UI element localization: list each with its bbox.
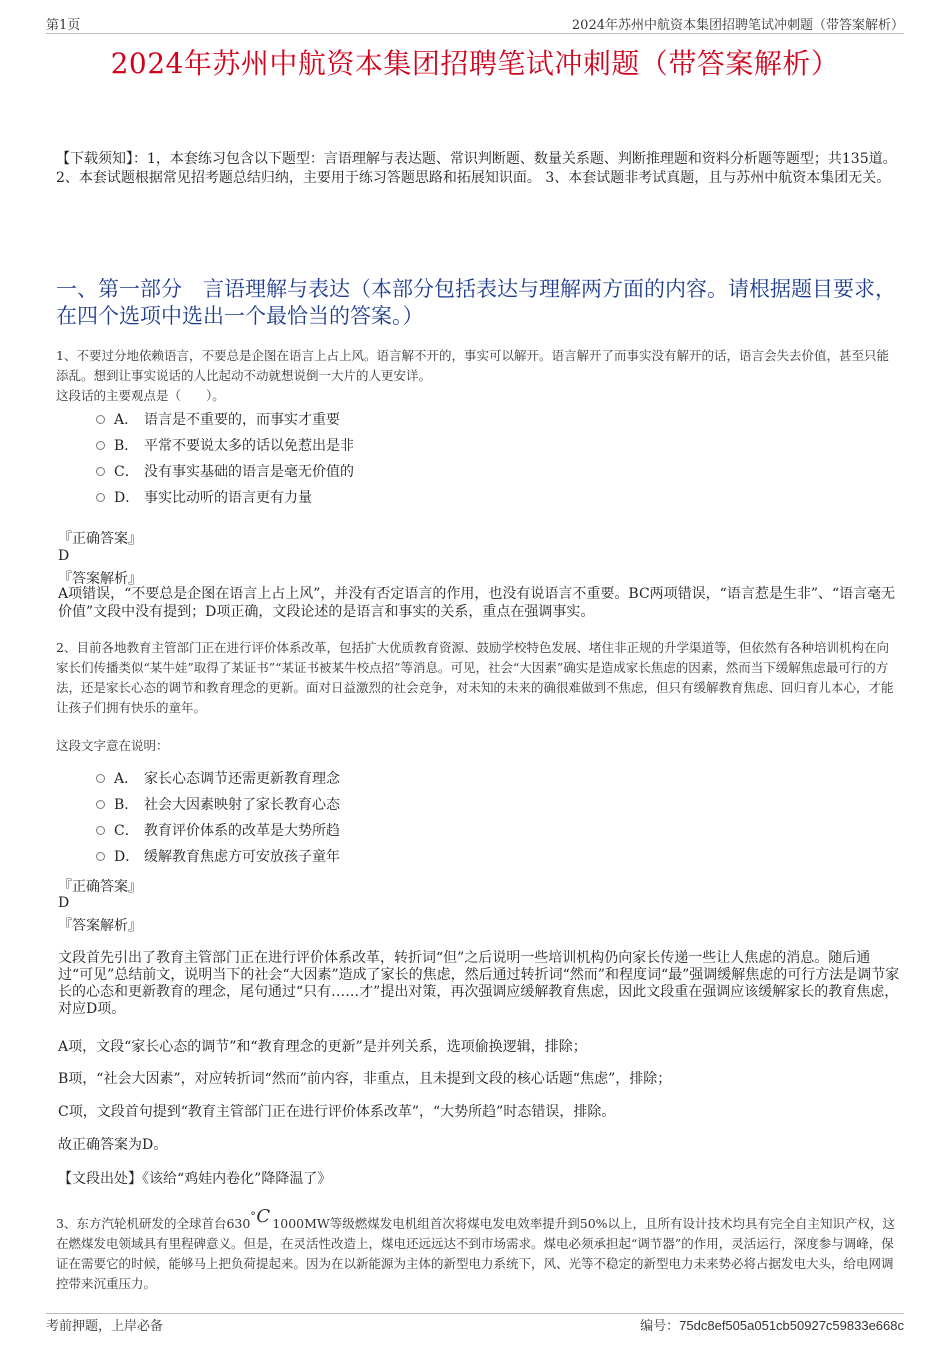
radio-icon[interactable] — [96, 441, 105, 450]
q2-analysis-b: B项，“社会大因素”，对应转折词“然而”前内容，非重点，且未提到文段的核心话题“焦虑”，排除； — [58, 1071, 672, 1087]
header-divider — [46, 33, 904, 34]
q2-analysis-a: A项，文段“家长心态的调节”和“教育理念的更新”是并列关系，选项偷换逻辑，排除； — [58, 1039, 587, 1055]
q1-options — [96, 406, 354, 510]
q1-answer-label: 『正确答案』 — [58, 531, 142, 547]
q3-stem: 3、东方汽轮机研发的全球首台630 ° C 1000MW等级燃煤发电机组首次将煤电发电效率提升到50%以上，且所有设计技术均具有完全自主知识产权，这在燃煤发电领域具有里程碑意义。但是，在灵活性改造上，煤电还远远达不到市场需求。煤电必须承担起“调节器”的作用，灵活运行，深度参与调峰，保证在需要它的时候，能够马上把负荷提起来。因为在以新能源为主体的新型电力系统下，风、光等不稳定的新型电力未来势必将占据发电大头，给电网调控带来沉重压力。 — [56, 1206, 896, 1291]
footer-slogan: 考前押题，上岸必备 — [46, 1319, 164, 1334]
radio-icon[interactable] — [96, 493, 105, 502]
q2-option-a[interactable]: A． 家长心态调节还需更新教育理念 — [96, 765, 340, 791]
footer-divider — [46, 1313, 904, 1314]
celsius-unit: ° C — [250, 1206, 271, 1227]
q2-conclusion: 故正确答案为D。 — [58, 1137, 168, 1153]
q2-answer: D — [58, 895, 70, 911]
header-doc-title: 2024年苏州中航资本集团招聘笔试冲刺题（带答案解析） — [571, 18, 904, 33]
radio-icon[interactable] — [96, 852, 105, 861]
q1-option-c[interactable]: C． 没有事实基础的语言是毫无价值的 — [96, 458, 354, 484]
radio-icon[interactable] — [96, 415, 105, 424]
footer-code: 编号：75dc8ef505a051cb50927c59833e668c — [640, 1318, 904, 1334]
q2-analysis: 文段首先引出了教育主管部门正在进行评价体系改革，转折词“但”之后说明一些培训机构仍向家长传递一些让人焦虑的消息。随后通过“可见”总结前文，说明当下的社会“大因素”造成了家长的焦虑，然后通过转折词“然而”和程度词“最”强调缓解焦虑的可行方法是调节家长的心态和更新教育的理念，尾句通过“只有……才”提出对策，再次强调应缓解教育焦虑，因此文段重在强调应该缓解家长的教育焦虑，对应D项。 — [58, 950, 900, 1017]
q1-option-b[interactable]: B． 平常不要说太多的话以免惹出是非 — [96, 432, 354, 458]
radio-icon[interactable] — [96, 826, 105, 835]
q2-option-c[interactable]: C． 教育评价体系的改革是大势所趋 — [96, 817, 340, 843]
q1-analysis: A项错误，“不要总是企图在语言上占上风”，并没有否定语言的作用，也没有说语言不重要。BC两项错误，“语言惹是生非”、“语言毫无价值”文段中没有提到；D项正确，文段论述的是语言和事实的关系，重点在强调事实。 — [58, 586, 896, 620]
q1-analysis-label: 『答案解析』 — [58, 571, 142, 587]
download-notice: 【下载须知】：1，本套练习包含以下题型：言语理解与表达题、常识判断题、数量关系题、判断推理题和资料分析题等题型；共135道。 2、本套试题根据常见招考题总结归纳，主要用于练习答题思路和拓展知识面。 3、本套试题非考试真题，且与苏州中航资本集团无关。 — [56, 151, 897, 186]
q2-prompt: 这段文字意在说明： — [56, 738, 169, 753]
page-title: 2024年苏州中航资本集团招聘笔试冲刺题（带答案解析） — [110, 47, 840, 80]
q1-stem: 1、不要过分地依赖语言，不要总是企图在语言上占上风。语言解不开的，事实可以解开。语言解开了而事实没有解开的话，语言会失去价值，甚至只能添乱。想到让事实说话的人比起动不动就想说倒一大片的人更安详。 — [56, 348, 889, 383]
q1-option-a[interactable]: A． 语言是不重要的，而事实才重要 — [96, 406, 354, 432]
radio-icon[interactable] — [96, 467, 105, 476]
q2-answer-label: 『正确答案』 — [58, 879, 142, 895]
q2-option-b[interactable]: B． 社会大因素映射了家长教育心态 — [96, 791, 340, 817]
q2-options — [96, 765, 340, 869]
q1-answer: D — [58, 548, 70, 564]
q2-stem: 2、目前各地教育主管部门正在进行评价体系改革，包括扩大优质教育资源、鼓励学校特色发展、堵住非正规的升学渠道等，但依然有各种培训机构在向家长们传播类似“某牛娃”取得了某证书”“某证书被某牛校点招”等消息。可见，社会“大因素”确实是造成家长焦虑的因素，然而当下缓解焦虑最可行的方法，还是家长心态的调节和教育理念的更新。面对日益激烈的社会竞争，对未知的未来的确很难做到不焦虑，但只有缓解教育焦虑、回归育儿本心，才能让孩子们拥有快乐的童年。 — [56, 640, 894, 715]
q1-prompt: 这段话的主要观点是（ ）。 — [56, 388, 225, 403]
q2-analysis-label: 『答案解析』 — [58, 918, 142, 934]
q2-option-d[interactable]: D． 缓解教育焦虑方可安放孩子童年 — [96, 843, 340, 869]
q2-analysis-c: C项，文段首句提到“教育主管部门正在进行评价体系改革”，“大势所趋”时态错误，排除。 — [58, 1104, 616, 1120]
radio-icon[interactable] — [96, 774, 105, 783]
radio-icon[interactable] — [96, 800, 105, 809]
page-number: 第1页 — [46, 18, 81, 33]
section-heading: 一、第一部分 言语理解与表达（本部分包括表达与理解两方面的内容。请根据题目要求，在四个选项中选出一个最恰当的答案。） — [56, 277, 896, 328]
q1-option-d[interactable]: D． 事实比动听的语言更有力量 — [96, 484, 354, 510]
q2-source: 【文段出处】《该给“鸡娃内卷化”降降温了》 — [58, 1171, 332, 1187]
